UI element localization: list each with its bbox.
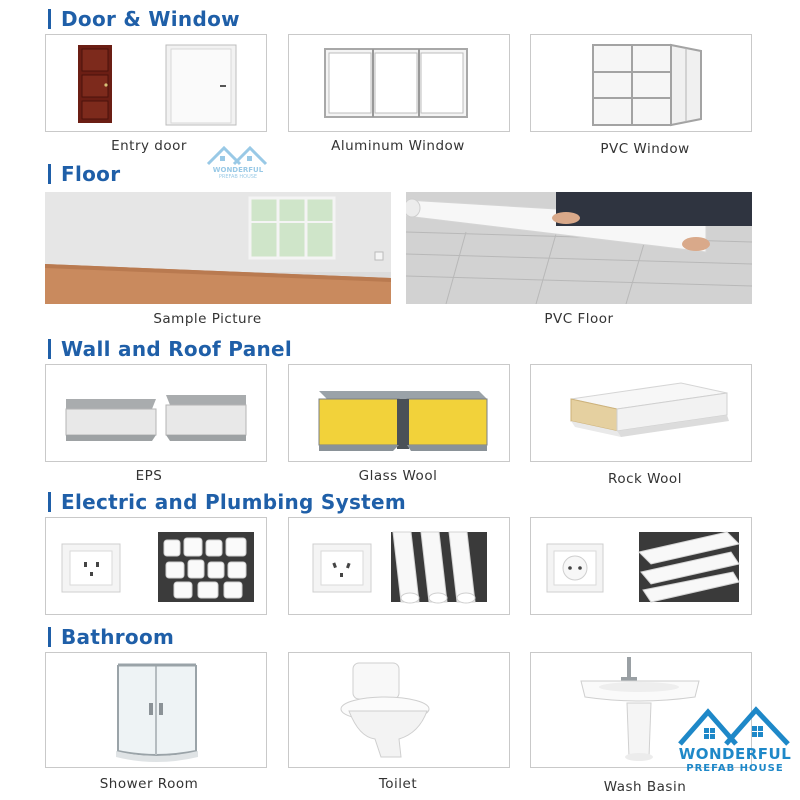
caption-shower-room: Shower Room (99, 776, 199, 792)
pvc-window-image (531, 35, 752, 132)
section-title-text: Electric and Plumbing System (61, 490, 407, 514)
card-pvc-window[interactable] (530, 34, 752, 132)
caption-glass-wool: Glass Wool (358, 468, 438, 484)
card-glass-wool[interactable] (288, 364, 510, 462)
glass-wool-panel-image (289, 365, 510, 462)
section-title-text: Wall and Roof Panel (61, 337, 293, 361)
caption-entry-door: Entry door (111, 138, 187, 154)
socket-and-pipes-image (289, 518, 510, 615)
card-eps[interactable] (45, 364, 267, 462)
rock-wool-panel-image (531, 365, 752, 462)
caption-pvc-floor: PVC Floor (544, 311, 614, 327)
watermark-logo-line1: WONDERFUL (212, 166, 264, 174)
toilet-image (289, 653, 510, 768)
card-sample-picture[interactable] (45, 192, 391, 304)
caption-rock-wool: Rock Wool (608, 471, 682, 487)
eu-socket-and-pipes-image (531, 518, 752, 615)
section-title-floor (48, 162, 120, 186)
caption-aluminum-window: Aluminum Window (331, 138, 465, 154)
caption-toilet: Toilet (378, 776, 418, 792)
sample-room-image (45, 192, 391, 304)
section-title-text: Door & Window (61, 7, 240, 31)
brand-logo-line2: PREFAB HOUSE (686, 763, 784, 774)
caption-pvc-window: PVC Window (600, 141, 690, 157)
section-bar (48, 627, 51, 647)
brand-logo (676, 702, 794, 776)
card-socket-pvc-pipes[interactable] (288, 517, 510, 615)
card-entry-door[interactable] (45, 34, 267, 132)
watermark-logo-line2: PREFAB HOUSE (218, 174, 258, 180)
section-bar (48, 492, 51, 512)
caption-sample-picture: Sample Picture (153, 311, 262, 327)
caption-eps: EPS (135, 468, 163, 484)
aluminum-window-image (289, 35, 510, 132)
card-shower-room[interactable] (45, 652, 267, 768)
section-bar (48, 164, 51, 184)
watermark-logo (204, 142, 272, 180)
pvc-floor-image (406, 192, 752, 304)
section-bar (48, 339, 51, 359)
card-eu-socket-pipes[interactable] (530, 517, 752, 615)
section-title-text: Bathroom (61, 625, 175, 649)
card-rock-wool[interactable] (530, 364, 752, 462)
socket-and-fittings-image (46, 518, 267, 615)
card-toilet[interactable] (288, 652, 510, 768)
house-logo-icon (676, 702, 794, 746)
card-aluminum-window[interactable] (288, 34, 510, 132)
house-logo-icon (204, 142, 272, 166)
section-title-bathroom (48, 625, 174, 649)
shower-room-image (46, 653, 267, 768)
card-socket-pvc-fittings[interactable] (45, 517, 267, 615)
section-bar (48, 9, 51, 29)
caption-wash-basin: Wash Basin (603, 779, 687, 795)
section-title-electric-plumbing (48, 490, 406, 514)
section-title-door-window (48, 7, 240, 31)
entry-door-image (46, 35, 267, 132)
section-title-text: Floor (61, 162, 121, 186)
card-pvc-floor[interactable] (406, 192, 752, 304)
section-title-wall-roof-panel (48, 337, 292, 361)
eps-panel-image (46, 365, 267, 462)
brand-logo-line1: WONDERFUL (678, 745, 792, 763)
